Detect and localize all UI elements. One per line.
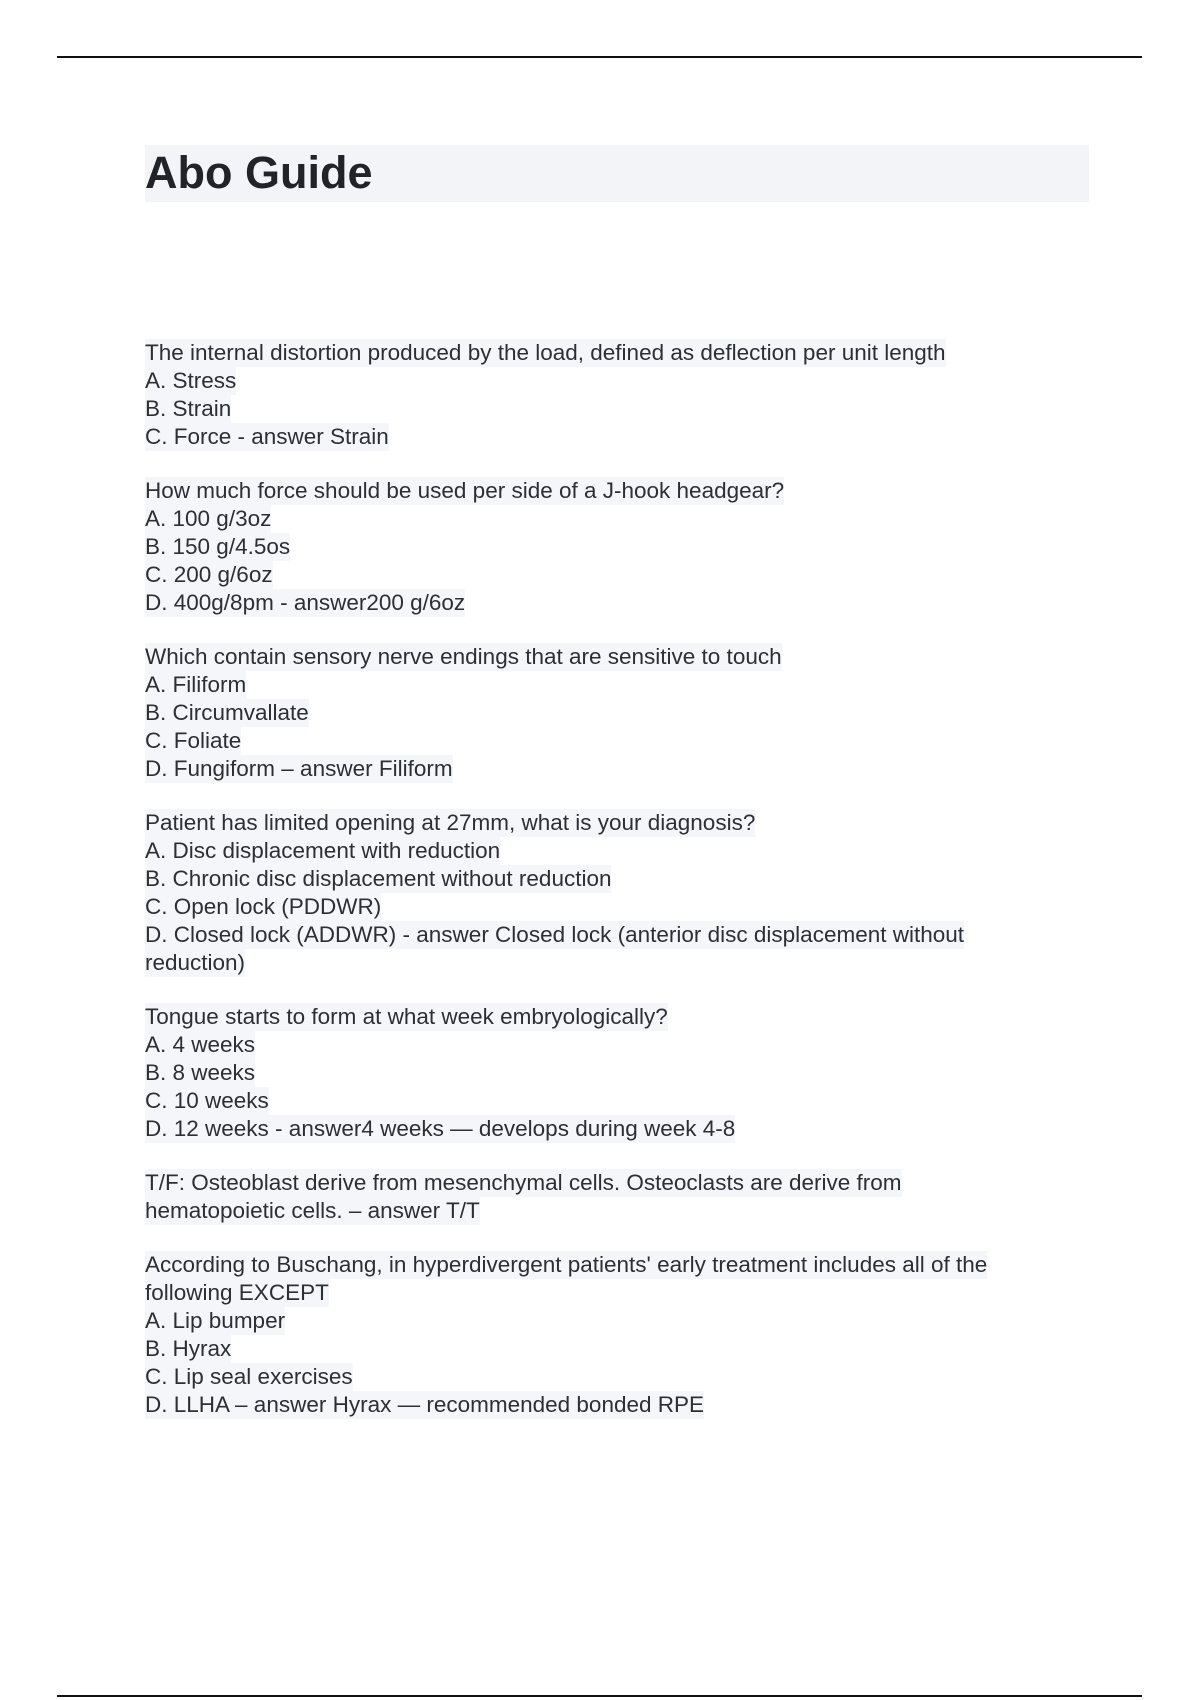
line-text: The internal distortion produced by the load, defined as deflection per unit length bbox=[145, 340, 946, 365]
line-text: C. 10 weeks bbox=[145, 1088, 269, 1113]
line-text: A. Stress bbox=[145, 368, 237, 393]
line-text: A. 100 g/3oz bbox=[145, 506, 272, 531]
question-line bbox=[145, 865, 1065, 893]
line-text: Patient has limited opening at 27mm, what is your diagnosis? bbox=[145, 810, 756, 835]
question-block bbox=[145, 1169, 1065, 1225]
line-text: D. 12 weeks - answer4 weeks — develops during week 4-8 bbox=[145, 1116, 736, 1141]
question-line bbox=[145, 921, 1065, 949]
question-line bbox=[145, 395, 1065, 423]
question-line bbox=[145, 1307, 1065, 1335]
line-text: According to Buschang, in hyperdivergent patients' early treatment includes all of the bbox=[145, 1252, 988, 1277]
question-line bbox=[145, 1087, 1065, 1115]
question-line bbox=[145, 1059, 1065, 1087]
line-text: C. Force - answer Strain bbox=[145, 424, 389, 449]
line-text: How much force should be used per side of a J-hook headgear? bbox=[145, 478, 785, 503]
line-text: B. Circumvallate bbox=[145, 700, 309, 725]
line-text: T/F: Osteoblast derive from mesenchymal cells. Osteoclasts are derive from bbox=[145, 1170, 902, 1195]
question-block bbox=[145, 1251, 1065, 1419]
question-line bbox=[145, 1363, 1065, 1391]
question-text bbox=[145, 1169, 1065, 1197]
question-text bbox=[145, 643, 1065, 671]
page-title: Abo Guide bbox=[145, 147, 373, 198]
question-line bbox=[145, 1279, 1065, 1307]
line-text: C. Open lock (PDDWR) bbox=[145, 894, 382, 919]
line-text: B. Hyrax bbox=[145, 1336, 232, 1361]
question-block bbox=[145, 477, 1065, 617]
line-text: C. 200 g/6oz bbox=[145, 562, 273, 587]
question-text bbox=[145, 809, 1065, 837]
line-text: A. Filiform bbox=[145, 672, 247, 697]
line-text: D. Fungiform – answer Filiform bbox=[145, 756, 453, 781]
line-text: Tongue starts to form at what week embryologically? bbox=[145, 1004, 668, 1029]
question-line bbox=[145, 1335, 1065, 1363]
line-text: D. LLHA – answer Hyrax — recommended bonded RPE bbox=[145, 1392, 705, 1417]
question-line bbox=[145, 1391, 1065, 1419]
question-block bbox=[145, 643, 1065, 783]
line-text: A. 4 weeks bbox=[145, 1032, 256, 1057]
line-text: C. Lip seal exercises bbox=[145, 1364, 353, 1389]
question-list bbox=[145, 339, 1065, 1445]
line-text: D. Closed lock (ADDWR) - answer Closed lock (anterior disc displacement without bbox=[145, 922, 965, 947]
line-text: B. Chronic disc displacement without reduction bbox=[145, 866, 612, 891]
question-line bbox=[145, 949, 1065, 977]
question-line bbox=[145, 837, 1065, 865]
question-block bbox=[145, 339, 1065, 451]
question-text bbox=[145, 339, 1065, 367]
question-line bbox=[145, 893, 1065, 921]
question-line bbox=[145, 699, 1065, 727]
question-line bbox=[145, 561, 1065, 589]
question-line bbox=[145, 505, 1065, 533]
question-text bbox=[145, 477, 1065, 505]
question-line bbox=[145, 1197, 1065, 1225]
line-text: B. 150 g/4.5os bbox=[145, 534, 291, 559]
question-line bbox=[145, 671, 1065, 699]
line-text: D. 400g/8pm - answer200 g/6oz bbox=[145, 590, 466, 615]
question-block bbox=[145, 1003, 1065, 1143]
bottom-rule bbox=[57, 1695, 1142, 1697]
question-line bbox=[145, 755, 1065, 783]
question-line bbox=[145, 533, 1065, 561]
question-block bbox=[145, 809, 1065, 977]
line-text: following EXCEPT bbox=[145, 1280, 329, 1305]
line-text: hematopoietic cells. – answer T/T bbox=[145, 1198, 480, 1223]
question-text bbox=[145, 1003, 1065, 1031]
line-text: A. Lip bumper bbox=[145, 1308, 286, 1333]
line-text: Which contain sensory nerve endings that are sensitive to touch bbox=[145, 644, 782, 669]
question-line bbox=[145, 367, 1065, 395]
line-text: reduction) bbox=[145, 950, 246, 975]
line-text: B. Strain bbox=[145, 396, 232, 421]
question-line bbox=[145, 1115, 1065, 1143]
question-text bbox=[145, 1251, 1065, 1279]
line-text: C. Foliate bbox=[145, 728, 242, 753]
question-line bbox=[145, 727, 1065, 755]
line-text: B. 8 weeks bbox=[145, 1060, 256, 1085]
top-rule bbox=[57, 56, 1142, 58]
line-text: A. Disc displacement with reduction bbox=[145, 838, 501, 863]
question-line bbox=[145, 1031, 1065, 1059]
question-line bbox=[145, 423, 1065, 451]
question-line bbox=[145, 589, 1065, 617]
